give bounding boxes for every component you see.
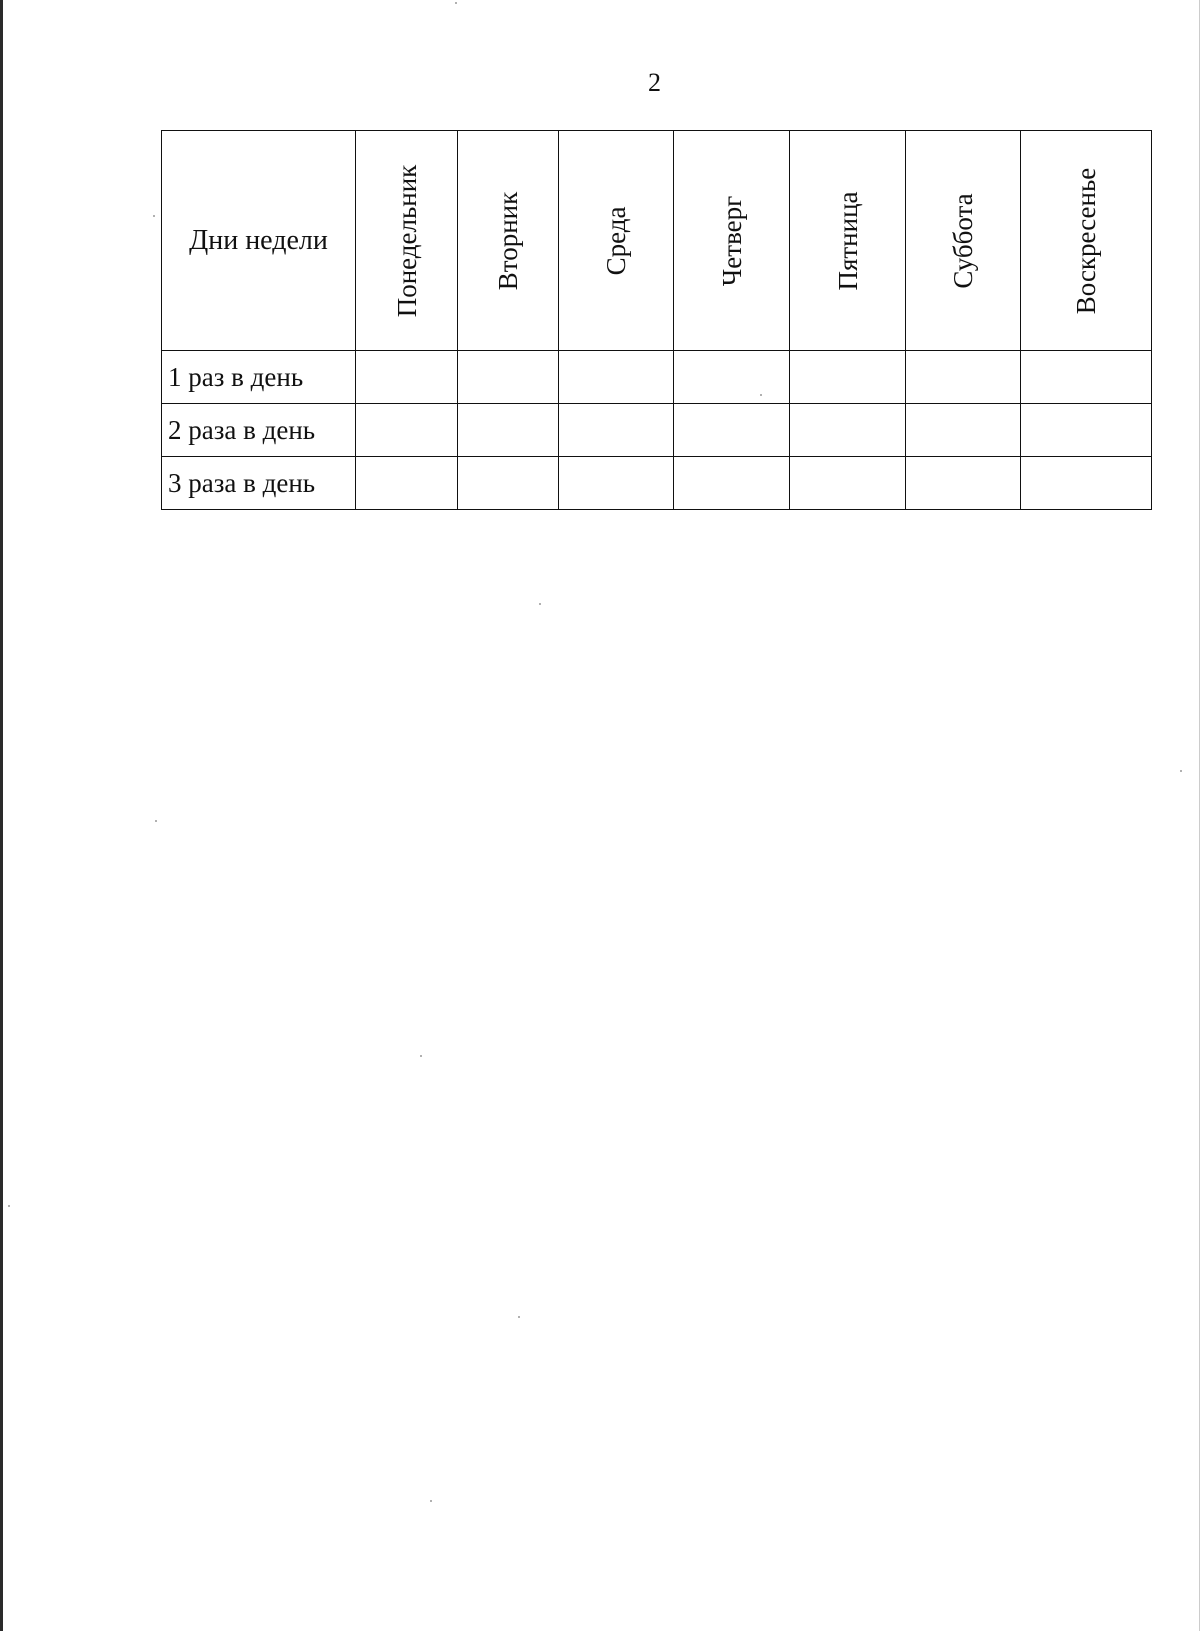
table-cell — [356, 351, 458, 404]
table-cell — [790, 404, 906, 457]
day-header-thursday — [674, 131, 790, 351]
table-row — [162, 351, 1152, 404]
table-cell — [790, 457, 906, 510]
scan-speck — [539, 603, 541, 605]
day-label: Понедельник — [391, 164, 422, 317]
day-header-sunday — [1021, 131, 1152, 351]
table-cell — [674, 404, 790, 457]
table-cell — [906, 457, 1021, 510]
table-cell — [458, 404, 559, 457]
row-label-once-a-day: 1 раз в день — [162, 351, 356, 404]
day-label: Суббота — [948, 192, 978, 289]
day-label: Среда — [601, 206, 631, 275]
table-cell — [559, 404, 674, 457]
days-of-week-header: Дни недели — [162, 131, 356, 351]
table-cell — [458, 351, 559, 404]
scan-edge-left — [0, 0, 3, 1631]
scan-speck — [8, 1205, 10, 1207]
day-header-monday — [356, 131, 458, 351]
header-row — [162, 131, 1152, 351]
table-cell — [458, 457, 559, 510]
day-label: Вторник — [493, 191, 523, 290]
day-header-saturday — [906, 131, 1021, 351]
table-row — [162, 457, 1152, 510]
table-cell — [356, 404, 458, 457]
table-cell — [1021, 404, 1152, 457]
day-label: Пятница — [832, 190, 863, 291]
table-row — [162, 404, 1152, 457]
table-cell — [356, 457, 458, 510]
table-cell — [559, 351, 674, 404]
scan-speck — [1180, 770, 1182, 772]
table-cell — [790, 351, 906, 404]
scan-speck — [153, 215, 155, 217]
row-label-twice-a-day: 2 раза в день — [162, 404, 356, 457]
scan-speck — [518, 1316, 520, 1318]
weekly-schedule-table — [161, 130, 1152, 510]
table-cell — [906, 404, 1021, 457]
day-header-wednesday — [559, 131, 674, 351]
day-header-friday — [790, 131, 906, 351]
page-number: 2 — [648, 68, 661, 97]
scan-speck — [420, 1055, 422, 1057]
table-cell — [674, 457, 790, 510]
table-cell — [906, 351, 1021, 404]
table-cell — [559, 457, 674, 510]
day-label: Воскресенье — [1071, 167, 1101, 314]
scan-speck — [155, 820, 157, 822]
day-label: Четверг — [716, 195, 747, 286]
day-header-tuesday — [458, 131, 559, 351]
table-cell — [1021, 457, 1152, 510]
scan-speck — [430, 1500, 432, 1502]
table-cell — [1021, 351, 1152, 404]
row-label-three-times-a-day: 3 раза в день — [162, 457, 356, 510]
scan-speck — [455, 2, 457, 4]
table-cell — [674, 351, 790, 404]
